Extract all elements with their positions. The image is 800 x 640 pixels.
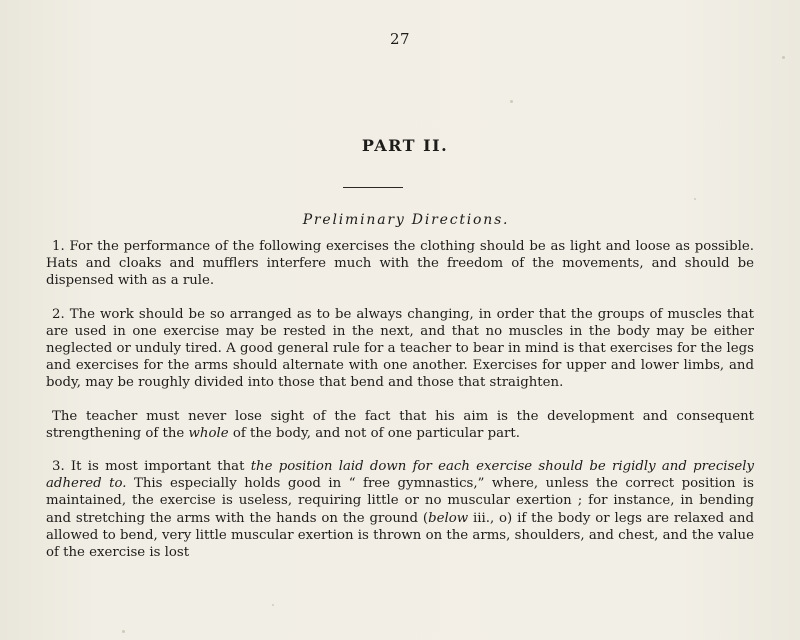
paper-speck (122, 630, 125, 633)
divider-rule (343, 187, 403, 188)
paragraph-4 (46, 458, 754, 561)
paragraph-4-text-middle: This especially holds good in “ free gymnastics,” where, unless the correct position is maintained, the exercise is useless, requiring little or no muscular exertion ; for instance, in bending and stretching the arms with the hands on the ground ( (46, 476, 754, 526)
paper-speck (694, 198, 696, 200)
section-heading: Preliminary Directions. (302, 212, 510, 228)
paragraph-4-emphasis: the position laid down for each exercise should be rigidly and precisely adhered to. (46, 459, 755, 492)
paragraph-4-text-after: iii., o) if the body or legs are relaxed and allowed to bend, very little muscular exertion is thrown on the arms, shoulders, and chest, and the value of the exercise is lost (46, 510, 754, 561)
paragraph-3-text-before: The teacher must never lose sight of the fact that his aim is the development and consequent strengthening of the (46, 408, 754, 441)
page-number: 27 (389, 30, 411, 48)
paragraph-3 (46, 408, 754, 442)
body-text (46, 238, 754, 577)
paragraph-1 (46, 238, 754, 290)
part-title: PART II. (361, 136, 449, 155)
paragraph-4-emphasis-2: below (428, 510, 469, 526)
paragraph-2 (46, 306, 754, 392)
paragraph-3-text-after: of the body, and not of one particular part. (228, 425, 520, 441)
paragraph-4-text-before: 3. It is most important that (52, 459, 251, 475)
paragraph-2-text: 2. The work should be so arranged as to be always changing, in order that the groups of muscles that are used in one exercise may be rested in the next, and that no muscles in the body may be either neglected or unduly tired. A good general rule for a teacher to bear in mind is that exercises for the legs and exercises for the arms should alternate with one another. Exercises for upper and lower limbs, and body, may be roughly divided into those that bend and those that straighten. (46, 306, 754, 391)
paper-speck (782, 56, 785, 59)
paragraph-3-emphasis: whole (188, 425, 229, 441)
paragraph-1-text: 1. For the performance of the following exercises the clothing should be as light and loose as possible. Hats and cloaks and mufflers interfere much with the freedom of the movements, and should be dispensed with as a rule. (46, 239, 754, 289)
paper-speck (510, 100, 513, 103)
paper-speck (272, 604, 274, 606)
